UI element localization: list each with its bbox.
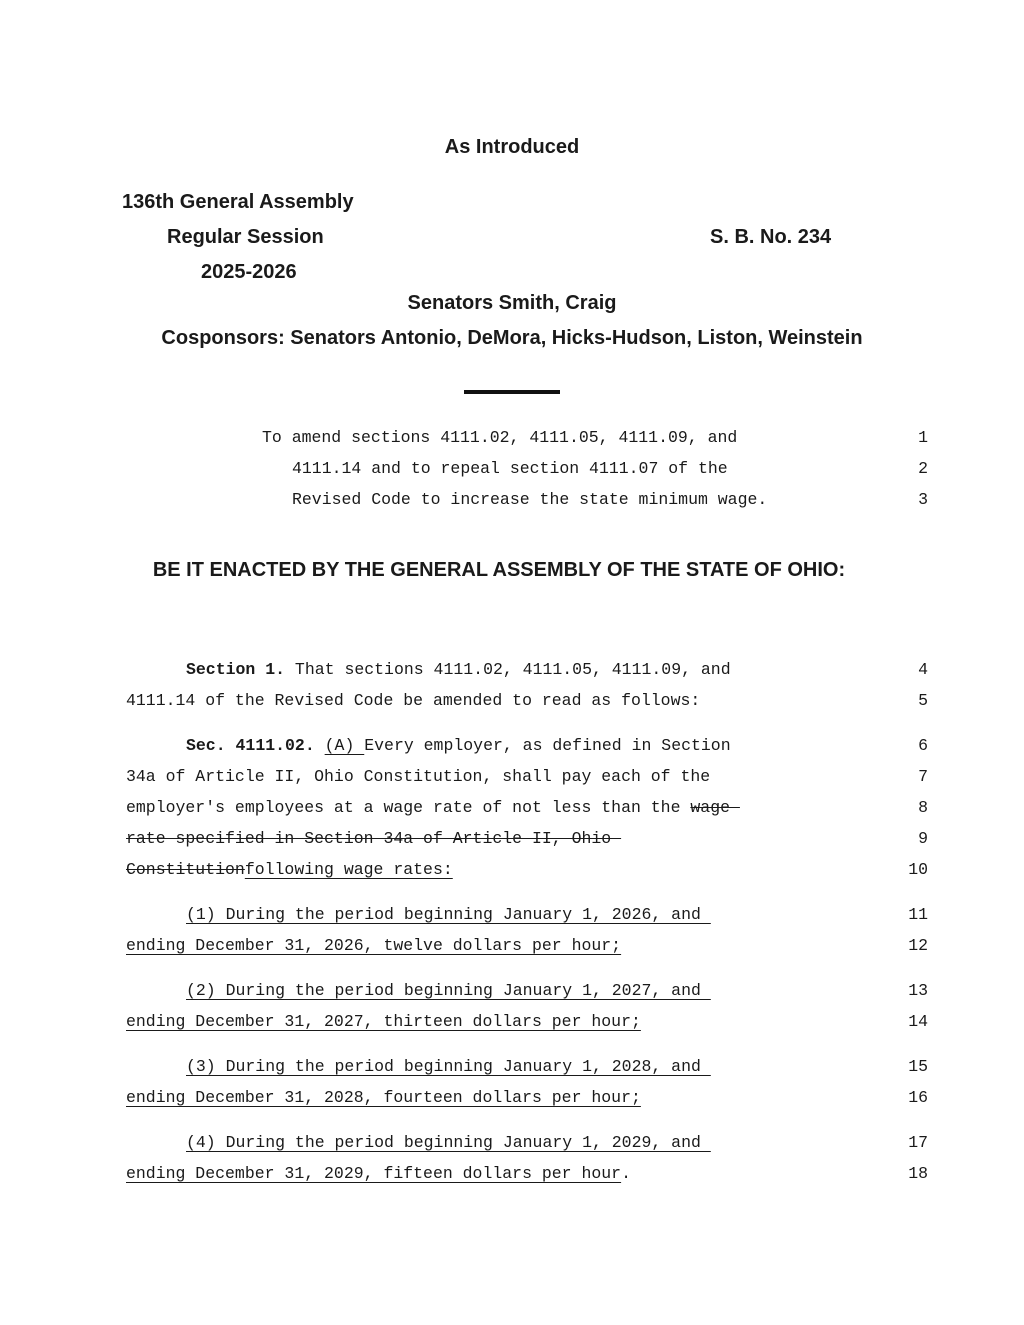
line-number: 7 bbox=[918, 767, 928, 786]
section-1-line-2: 4111.14 of the Revised Code be amended to read as follows: bbox=[126, 691, 701, 710]
wage-item-2-line-1: (2) During the period beginning January 1, 2027, and bbox=[186, 981, 711, 1000]
inserted-text: following wage rates: bbox=[244, 860, 453, 879]
general-assembly: 136th General Assembly bbox=[122, 191, 354, 213]
inserted-text: (A) bbox=[324, 736, 365, 755]
line-number: 11 bbox=[908, 905, 928, 924]
line-number: 12 bbox=[908, 936, 928, 955]
line-number: 17 bbox=[908, 1133, 928, 1152]
bill-number: S. B. No. 234 bbox=[710, 226, 832, 248]
title-line-3: Revised Code to increase the state minimum wage. bbox=[292, 490, 768, 509]
wage-item-4-line-2: ending December 31, 2029, fifteen dollars per hour. bbox=[126, 1164, 631, 1183]
line-number: 13 bbox=[908, 981, 928, 1000]
line-number: 10 bbox=[908, 860, 928, 879]
section-1-label: Section 1. bbox=[186, 660, 286, 679]
session-name: Regular Session bbox=[167, 226, 324, 248]
wage-item-2-line-2: ending December 31, 2027, thirteen dollars per hour; bbox=[126, 1012, 641, 1031]
line-number: 3 bbox=[918, 490, 928, 509]
sponsors: Senators Smith, Craig bbox=[407, 292, 617, 314]
sec-4111-02-line-2: 34a of Article II, Ohio Constitution, shall pay each of the bbox=[126, 767, 711, 786]
line-number: 6 bbox=[918, 736, 928, 755]
sec-4111-02-line-4-struck: rate specified in Section 34a of Article II, Ohio bbox=[126, 829, 622, 848]
line-number: 5 bbox=[918, 691, 928, 710]
sec-label: Sec. bbox=[186, 736, 226, 755]
line-number: 8 bbox=[918, 798, 928, 817]
wage-item-1-line-1: (1) During the period beginning January 1, 2026, and bbox=[186, 905, 711, 924]
sec-4111-02-line-5 bbox=[126, 860, 453, 879]
sec-number: 4111.02. bbox=[235, 736, 315, 755]
wage-item-3-line-1: (3) During the period beginning January 1, 2028, and bbox=[186, 1057, 711, 1076]
header-divider bbox=[464, 390, 560, 394]
title-line-2: 4111.14 and to repeal section 4111.07 of the bbox=[292, 459, 728, 478]
line-number: 18 bbox=[908, 1164, 928, 1183]
document-status: As Introduced bbox=[444, 136, 580, 158]
title-line-1: To amend sections 4111.02, 4111.05, 4111.09, and bbox=[262, 428, 738, 447]
line-number: 9 bbox=[918, 829, 928, 848]
line-number: 1 bbox=[918, 428, 928, 447]
enacting-clause: BE IT ENACTED BY THE GENERAL ASSEMBLY OF THE STATE OF OHIO: bbox=[152, 559, 846, 581]
wage-item-1-line-2: ending December 31, 2026, twelve dollars per hour; bbox=[126, 936, 622, 955]
line-number: 4 bbox=[918, 660, 928, 679]
line-number: 16 bbox=[908, 1088, 928, 1107]
struck-text: Constitution bbox=[126, 860, 245, 879]
line-number: 14 bbox=[908, 1012, 928, 1031]
section-1-line-1: Section 1. That sections 4111.02, 4111.05, 4111.09, and bbox=[186, 660, 731, 679]
struck-text: wage bbox=[690, 798, 740, 817]
cosponsors: Cosponsors: Senators Antonio, DeMora, Hicks-Hudson, Liston, Weinstein bbox=[161, 327, 863, 349]
sec-4111-02-line-3: employer's employees at a wage rate of not less than the wage bbox=[126, 798, 740, 817]
wage-item-4-line-1: (4) During the period beginning January 1, 2029, and bbox=[186, 1133, 711, 1152]
session-years: 2025-2026 bbox=[201, 261, 297, 283]
sec-4111-02-line-1: Sec. 4111.02. (A) Every employer, as defined in Section bbox=[186, 736, 731, 755]
line-number: 15 bbox=[908, 1057, 928, 1076]
wage-item-3-line-2: ending December 31, 2028, fourteen dollars per hour; bbox=[126, 1088, 641, 1107]
line-number: 2 bbox=[918, 459, 928, 478]
